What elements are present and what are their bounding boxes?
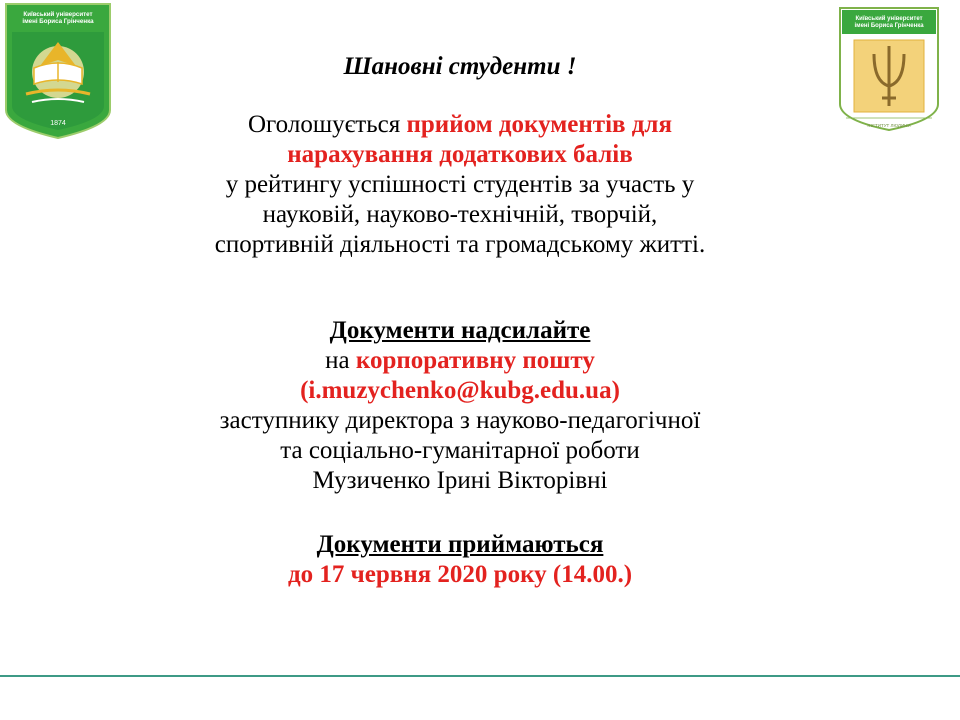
university-name-left: Київський університет імені Бориса Грінченка [22,11,94,25]
corporate-mail-highlight: корпоративну пошту [355,347,595,374]
email-address[interactable]: (i.muzychenko@kubg.edu.ua) [300,377,620,404]
send-line [110,346,810,376]
deadline-heading: Документи приймаються [316,531,604,558]
spacer [110,260,810,316]
announcement-line-4: науковій, науково-технічній, творчій, [262,201,658,228]
announcement-line-5: спортивній діяльності та громадському житті. [214,231,706,258]
footer-divider [0,675,960,677]
founding-year: 1874 [50,120,66,127]
documents-intake-highlight: прийом документів для [406,111,672,138]
recipient-name: Музиченко Ірині Вікторівні [312,467,608,494]
university-logo-left [4,2,112,140]
announcement-line-3: у рейтингу успішності студентів за участь у [225,171,695,198]
greeting: Шановні студенти ! [343,53,577,80]
recipient-position-line-2: та соціально-гуманітарної роботи [280,437,640,464]
announcement-line-1 [110,110,810,140]
deadline-date: до 17 червня 2020 року (14.00.) [287,561,633,588]
institute-logo-right [838,6,940,132]
announcement [110,52,810,590]
send-prefix: на [325,347,356,374]
recipient-position-line-1: заступнику директора з науково-педагогічної [219,407,701,434]
send-documents-heading: Документи надсилайте [329,317,591,344]
additional-points-highlight: нарахування додаткових балів [287,141,633,168]
spacer [110,496,810,530]
institute-name: ІНСТИТУТ ЛЮДИНИ [867,123,911,128]
university-name-right: Київський університет імені Бориса Грінченка [854,16,924,29]
announcement-prefix: Оголошується [248,111,407,138]
